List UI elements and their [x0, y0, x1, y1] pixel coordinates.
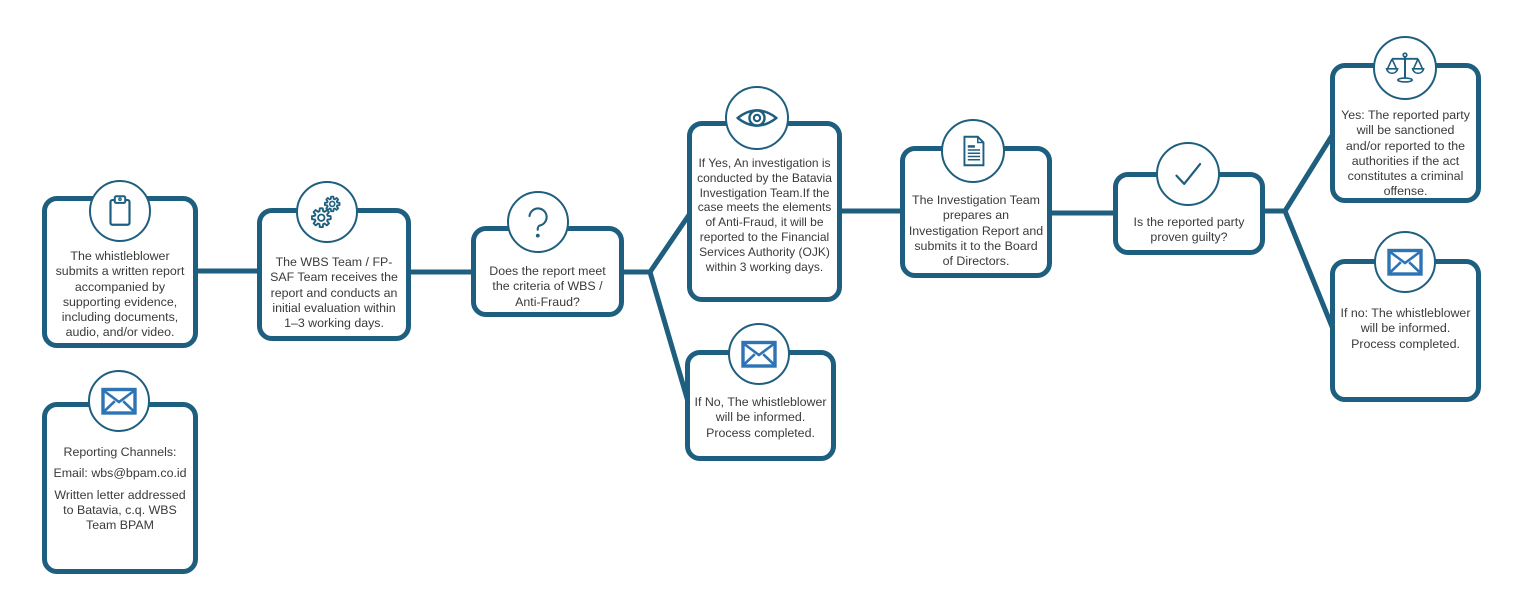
- question-icon: [518, 202, 558, 242]
- node-icon-circle: [1374, 231, 1436, 293]
- node-paragraph: Written letter addressed to Batavia, c.q. WBS Team BPAM: [54, 487, 186, 533]
- node-paragraph: The WBS Team / FP-SAF Team receives the report and conducts an initial evaluation within 1–3 working days.: [270, 255, 398, 331]
- node-icon-circle: [1373, 36, 1437, 100]
- node-paragraph: If Yes, An investigation is conducted by the Batavia Investigation Team.If the case meets the elements of Anti-Fraud, it will be reported to the Financial Services Authority (OJK) within 3 working days.: [697, 156, 832, 274]
- node-icon-circle: [941, 119, 1005, 183]
- node-icon-circle: [88, 370, 150, 432]
- node-icon-circle: [725, 86, 789, 150]
- clipboard-icon: [101, 192, 139, 230]
- eye-icon: [736, 97, 778, 139]
- connector-line: [650, 212, 691, 272]
- node-icon-circle: [1156, 142, 1220, 206]
- document-icon: [954, 132, 992, 170]
- envelope-icon: [1385, 242, 1425, 282]
- node-icon-circle: [296, 181, 358, 243]
- node-paragraph: The Investigation Team prepares an Investigation Report and submits it to the Board of Directors.: [908, 193, 1044, 269]
- envelope-icon: [99, 381, 139, 421]
- envelope-icon: [739, 334, 779, 374]
- check-icon: [1166, 152, 1210, 196]
- node-icon-circle: [89, 180, 151, 242]
- connector-line: [1285, 211, 1333, 329]
- gears-icon: [308, 193, 346, 231]
- node-paragraph: Reporting Channels:: [63, 445, 177, 459]
- connector-line: [650, 272, 689, 405]
- node-paragraph: Does the report meet the criteria of WBS / Anti-Fraud?: [489, 264, 606, 309]
- node-paragraph: Yes: The reported party will be sanctioned and/or reported to the authorities if the act constitutes a criminal offense.: [1341, 108, 1470, 199]
- node-icon-circle: [507, 191, 569, 253]
- node-paragraph: Email: wbs@bpam.co.id: [53, 466, 187, 481]
- node-paragraph: Is the reported party proven guilty?: [1133, 215, 1245, 245]
- connector-line: [1285, 134, 1333, 211]
- node-paragraph: If no: The whistleblower will be informed. Process completed.: [1340, 306, 1471, 351]
- scales-icon: [1385, 48, 1425, 88]
- node-paragraph: The whistleblower submits a written report accompanied by supporting evidence, including documents, audio, and/or video.: [55, 249, 185, 340]
- node-paragraph: If No, The whistleblower will be informed. Process completed.: [694, 395, 827, 440]
- node-icon-circle: [728, 323, 790, 385]
